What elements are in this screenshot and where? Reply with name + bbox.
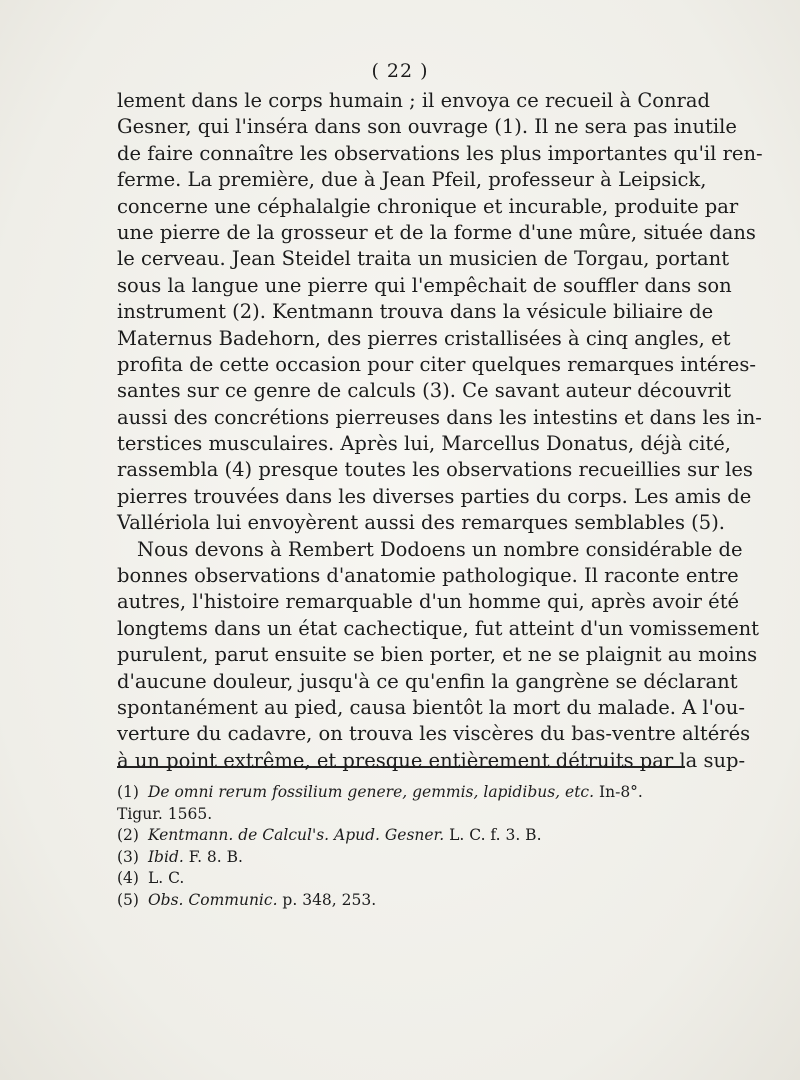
- footnote-mark: (4): [117, 869, 139, 888]
- text-line: verture du cadavre, on trouva les viscères du bas-ventre altérés: [117, 722, 751, 746]
- text-line: ferme. La première, due à Jean Pfeil, professeur à Leipsick,: [117, 168, 707, 192]
- footnote-5: [117, 890, 685, 912]
- text-line: Maternus Badehorn, des pierres cristallisées à cinq angles, et: [117, 326, 731, 350]
- text-line: santes sur ce genre de calculs (3). Ce savant auteur découvrit: [117, 379, 731, 403]
- footnote-ref: L. C.: [147, 869, 185, 888]
- footnote-mark: (1): [117, 783, 139, 801]
- paragraph-1: [117, 88, 763, 537]
- text-line: terstices musculaires. Après lui, Marcellus Donatus, déjà cité,: [117, 432, 732, 456]
- text-line: Nous devons à Rembert Dodoens un nombre considérable de: [137, 537, 743, 561]
- footnote-1: [117, 782, 685, 804]
- text-line: profita de cette occasion pour citer quelques remarques intéres-: [117, 352, 756, 376]
- paragraph-2: [117, 537, 759, 775]
- text-line: instrument (2). Kentmann trouva dans la vésicule biliaire de: [117, 300, 714, 324]
- text-line: longtems dans un état cachectique, fut atteint d'un vomissement: [117, 616, 759, 640]
- text-line: autres, l'histoire remarquable d'un homme qui, après avoir été: [117, 590, 740, 614]
- footnote-title: Obs. Communic.: [147, 890, 278, 909]
- footnote-title: Kentmann. de Calcul's. Apud. Gesner.: [147, 826, 445, 845]
- footnote-3: [117, 847, 685, 869]
- footnote-ref: In-8°.: [594, 783, 643, 801]
- footnote-ref: p. 348, 253.: [277, 890, 377, 909]
- text-line: sous la langue une pierre qui l'empêchait de souffler dans son: [117, 273, 732, 297]
- text-line: concerne une céphalalgie chronique et incurable, produite par: [117, 194, 739, 218]
- text-line: le cerveau. Jean Steidel traita un musicien de Torgau, portant: [117, 247, 730, 271]
- footnote-1-continuation: Tigur. 1565.: [117, 804, 213, 823]
- footnote-title: De omni rerum fossilium genere, gemmis, lapidibus, etc.: [147, 783, 595, 801]
- footnote-4: [117, 868, 685, 890]
- page-number: ( 22 ): [371, 60, 429, 82]
- text-line: Gesner, qui l'inséra dans son ouvrage (1). Il ne sera pas inutile: [117, 115, 737, 139]
- footnotes: [117, 782, 685, 912]
- text-line: d'aucune douleur, jusqu'à ce qu'enfin la gangrène se déclarant: [117, 669, 738, 693]
- text-line: une pierre de la grosseur et de la forme d'une mûre, située dans: [117, 220, 756, 244]
- footnote-mark: (5): [117, 890, 139, 909]
- footnote-title: Ibid.: [147, 847, 184, 866]
- footnote-ref: L. C. f. 3. B.: [444, 826, 542, 845]
- footnote-2: [117, 825, 685, 847]
- text-line: Vallériola lui envoyèrent aussi des remarques semblables (5).: [117, 511, 726, 535]
- text-line: aussi des concrétions pierreuses dans les intestins et dans les in-: [117, 405, 762, 429]
- text-line: lement dans le corps humain ; il envoya ce recueil à Conrad: [117, 89, 710, 112]
- text-line: de faire connaître les observations les plus importantes qu'il ren-: [117, 141, 763, 165]
- footnote-ref: F. 8. B.: [183, 847, 243, 866]
- footnote-mark: (3): [117, 847, 139, 866]
- text-line: bonnes observations d'anatomie pathologique. Il raconte entre: [117, 564, 739, 588]
- footnote-divider: [117, 766, 685, 768]
- text-line: purulent, parut ensuite se bien porter, et ne se plaignit au moins: [117, 643, 758, 667]
- text-line: rassembla (4) presque toutes les observations recueillies sur les: [117, 458, 753, 482]
- footnote-mark: (2): [117, 826, 139, 845]
- text-line: à un point extrême, et presque entièrement détruits par la sup-: [117, 748, 746, 772]
- body-text: [117, 88, 763, 774]
- text-line: spontanément au pied, causa bientôt la mort du malade. A l'ou-: [117, 695, 745, 719]
- text-line: pierres trouvées dans les diverses parties du corps. Les amis de: [117, 484, 752, 508]
